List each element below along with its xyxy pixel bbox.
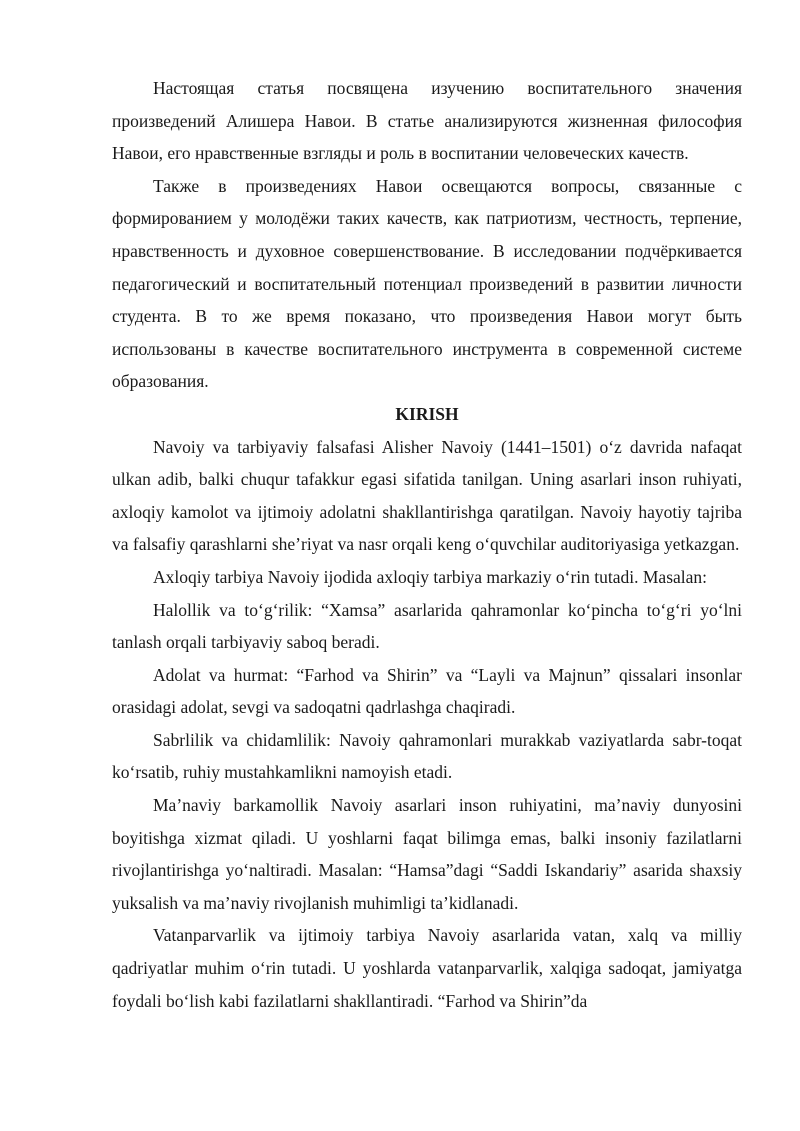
body-paragraph-patriotism: Vatanparvarlik va ijtimoiy tarbiya Navoiy asarlarida vatan, xalq va milliy qadriyatlar muhim o‘rin tutadi. U yoshlarda vatanparvarlik, xalqiga sadoqat, jamiyatga foydali bo‘lish kabi fazilatlarni shakllantiradi. “Farhod va Shirin”da [112,925,742,1011]
body-paragraph-honesty: Halollik va to‘g‘rilik: “Xamsa” asarlarida qahramonlar ko‘pincha to‘g‘ri yo‘lni tanlash orqali tarbiyaviy saboq beradi. [112,599,742,653]
section-heading: KIRISH [395,403,459,424]
abstract-paragraph-1: Настоящая статья посвящена изучению воспитательного значения произведений Алишера Навои. В статье анализируются жизненная философия Навои, его нравственные взгляды и роль в воспитании человеческих качеств. [112,78,742,164]
body-paragraph-spiritual: Ma’naviy barkamollik Navoiy asarlari inson ruhiyatini, ma’naviy dunyosini boyitishga xizmat qiladi. U yoshlarni faqat bilimga emas, balki insoniy fazilatlarni rivojlantirishga yo‘naltiradi. Masalan: “Hamsa”dagi “Saddi Iskandariy” asarida shaxsiy yuksalish va ma’naviy rivojlanish muhimligi ta’kidlanadi. [112,795,742,913]
body-paragraph-moral-education: Axloqiy tarbiya Navoiy ijodida axloqiy tarbiya markaziy o‘rin tutadi. Masalan: [153,566,708,587]
abstract-paragraph-2: Также в произведениях Навои освещаются вопросы, связанные с формированием у молодёжи таких качеств, как патриотизм, честность, терпение, нравственность и духовное совершенствование. В исследовании подчёркивается педагогический и воспитательный потенциал произведений в развитии личности студента. В то же время показано, что произведения Навои могут быть использованы в качестве воспитательного инструмента в современной системе образования. [112,175,742,392]
document-page [112,72,742,1017]
body-paragraph-intro: Navoiy va tarbiyaviy falsafasi Alisher Navoiy (1441–1501) o‘z davrida nafaqat ulkan adib, balki chuqur tafakkur egasi sifatida tanilgan. Uning asarlari inson ruhiyati, axloqiy kamolot va ijtimoiy adolatni shakllantirishga qaratilgan. Navoiy hayotiy tajriba va falsafiy qarashlarni she’riyat va nasr orqali keng o‘quvchilar auditoriyasiga yetkazgan. [112,436,742,555]
body-paragraph-justice: Adolat va hurmat: “Farhod va Shirin” va “Layli va Majnun” qissalari insonlar orasidagi adolat, sevgi va sadoqatni qadrlashga chaqiradi. [112,664,742,718]
body-paragraph-patience: Sabrlilik va chidamlilik: Navoiy qahramonlari murakkab vaziyatlarda sabr-toqat ko‘rsatib, ruhiy mustahkamlikni namoyish etadi. [112,729,742,783]
